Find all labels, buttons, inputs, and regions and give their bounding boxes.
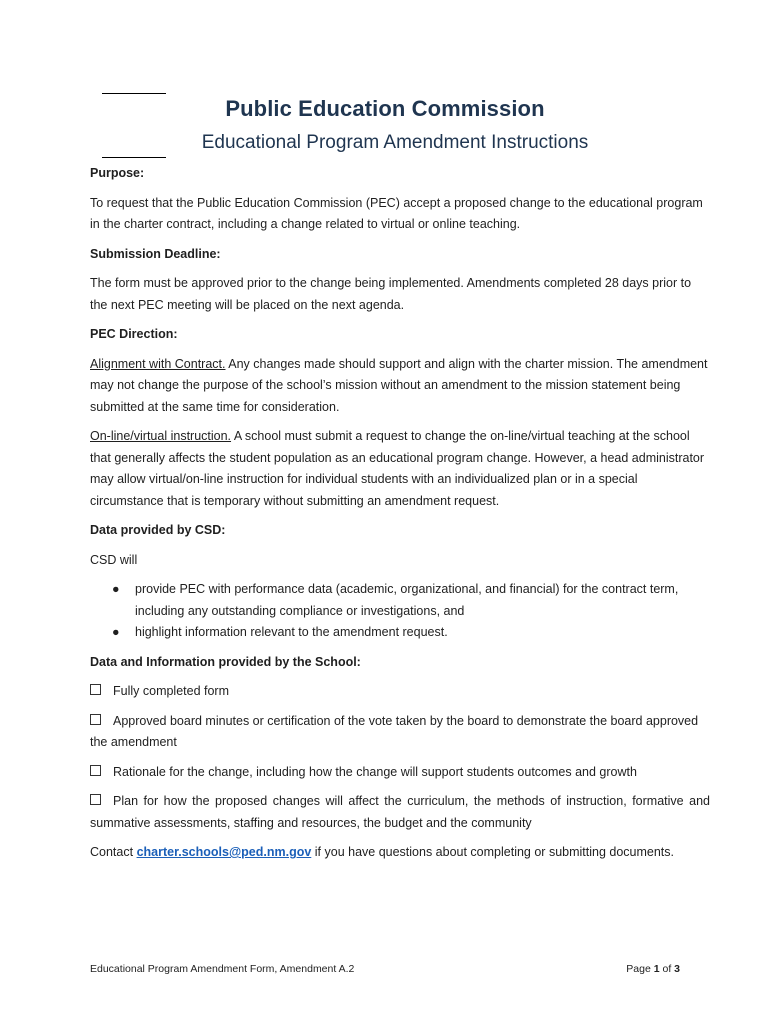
checklist-item [90,791,710,834]
contact-paragraph [90,842,710,864]
checkbox-icon[interactable] [90,794,101,805]
checklist-item [90,762,710,784]
checkbox-icon[interactable] [90,714,101,725]
deadline-heading: Submission Deadline: [90,246,221,261]
checklist-item [90,681,710,703]
contact-suffix: if you have questions about completing or submitting documents. [311,845,675,859]
header-rule-top [102,93,166,94]
contact-email-link[interactable]: charter.schools@ped.nm.gov [136,845,312,859]
bullet-icon: ● [112,582,120,596]
footer-form-name: Educational Program Amendment Form, Amendment A.2 [90,963,355,975]
deadline-text: The form must be approved prior to the change being implemented. Amendments completed 28 days prior to the next PEC meeting will be placed on the next agenda. [90,276,692,312]
header-rule-bottom [102,157,166,158]
checkbox-icon[interactable] [90,765,101,776]
csd-bullet-list [90,579,710,644]
list-item [90,622,710,644]
page-title: Public Education Commission [225,96,545,121]
csd-heading: Data provided by CSD: [90,523,226,537]
bullet-text: provide PEC with performance data (academic, organizational, and financial) for the contract term, including any outstanding compliance or investigations, and [135,582,679,618]
bullet-text: highlight information relevant to the amendment request. [135,625,448,639]
purpose-heading: Purpose: [90,166,145,180]
contact-prefix: Contact [90,845,137,859]
purpose-text: To request that the Public Education Commission (PEC) accept a proposed change to the educational program in the charter contract, including a change related to virtual or online teaching. [90,195,703,231]
checkbox-icon[interactable] [90,684,101,695]
list-item [90,579,710,622]
page-of: of [659,963,675,975]
checklist-text: Approved board minutes or certification of the vote taken by the board to demonstrate the board approved the amendment [90,713,699,749]
online-label: On-line/virtual instruction. [90,429,232,443]
online-paragraph [90,426,710,512]
checklist-text: Plan for how the proposed changes will affect the curriculum, the methods of instruction, formative and summative assessments, staffing and resources, the budget and the community [90,794,710,830]
online-text: A school must submit a request to change the on-line/virtual teaching at the school that generally affects the student population as an educational program change. However, a head administrator may allow virtual/on-line instruction for individual students with an individualized plan or in a special circumstance that is temporary without submitting an amendment request. [90,429,705,508]
bullet-icon: ● [112,625,120,639]
alignment-paragraph [90,354,710,419]
school-heading: Data and Information provided by the School: [90,654,361,669]
page-total: 3 [674,963,680,975]
checklist-item [90,711,710,754]
page-word: Page [626,963,654,975]
document-body [90,163,710,872]
page-subtitle: Educational Program Amendment Instructions [201,132,589,153]
alignment-text: Any changes made should support and align with the charter mission. The amendment may not change the purpose of the school’s mission without an amendment to the mission statement being submitted at the same time for consideration. [90,356,708,414]
direction-heading: PEC Direction: [90,327,178,341]
checklist-text: Rationale for the change, including how the change will support students outcomes and growth [113,764,637,779]
footer-page-number [626,963,680,975]
csd-intro: CSD will [90,552,138,567]
checklist-text: Fully completed form [113,684,230,698]
page-current: 1 [653,963,660,975]
alignment-label: Alignment with Contract. [90,356,226,371]
